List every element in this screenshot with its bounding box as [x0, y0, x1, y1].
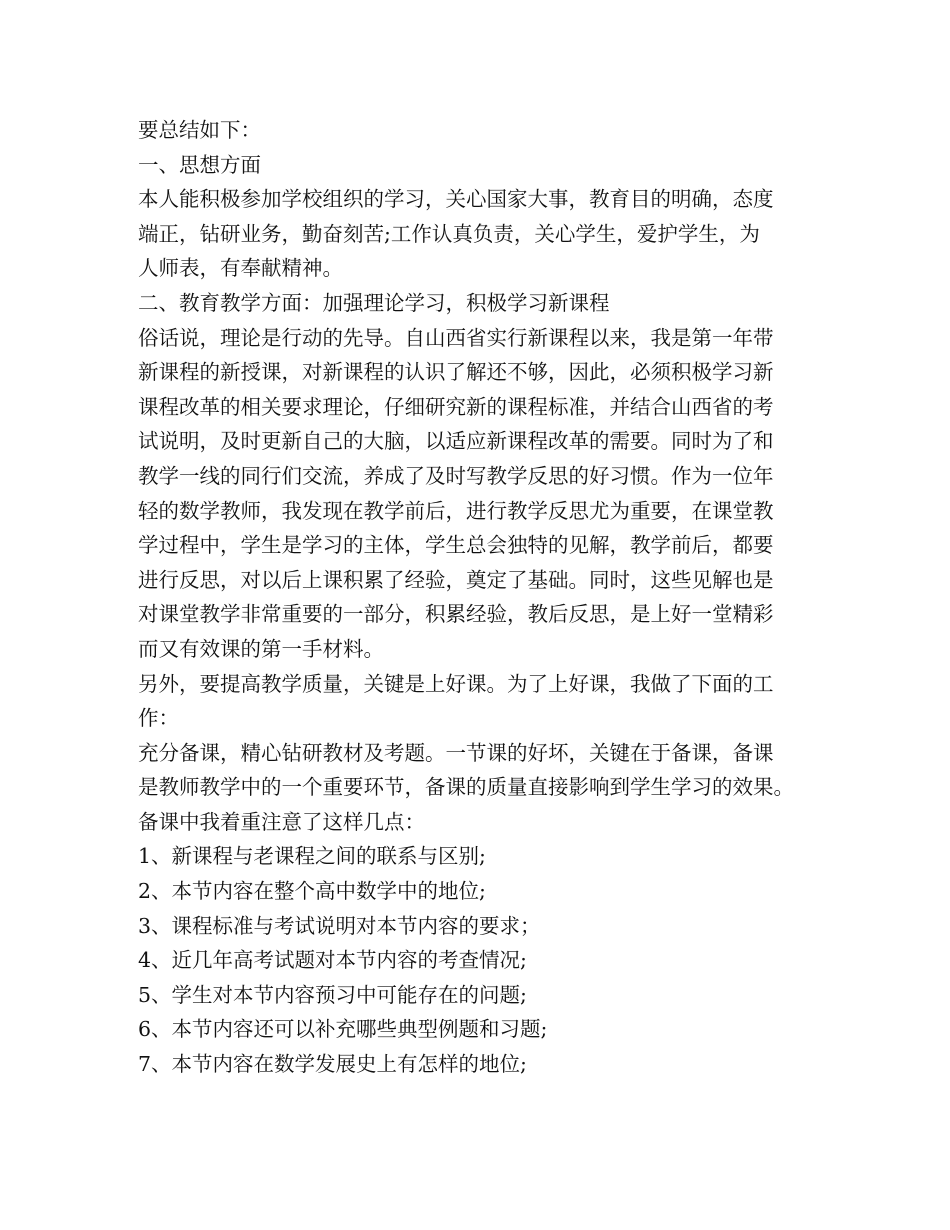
- list-item: [138, 874, 828, 909]
- text-line: 而又有效课的第一手材料。: [138, 636, 384, 661]
- text-line: 7、本节内容在数学发展史上有怎样的地位;: [138, 1052, 527, 1077]
- text-line: 人师表，有奉献精神。: [138, 256, 343, 281]
- text-line: 6、本节内容还可以补充哪些典型例题和习题;: [138, 1017, 548, 1042]
- text-line: 课程改革的相关要求理论，仔细研究新的课程标准，并结合山西省的考: [138, 394, 774, 419]
- text-line: 学过程中，学生是学习的主体，学生总会独特的见解，教学前后，都要: [138, 533, 774, 558]
- text-line: 端正，钻研业务，勤奋刻苦;工作认真负责，关心学生，爱护学生，为: [138, 221, 760, 246]
- text-line: 1、新课程与老课程之间的联系与区别;: [138, 844, 486, 869]
- text-line: 2、本节内容在整个高中数学中的地位;: [138, 879, 486, 904]
- text-line: 另外，要提高教学质量，关键是上好课。为了上好课，我做了下面的工: [138, 671, 774, 696]
- section-heading: [138, 286, 828, 321]
- text-line: 4、近几年高考试题对本节内容的考查情况;: [138, 948, 527, 973]
- text-line: 作：: [138, 706, 179, 731]
- text-line: 对课堂教学非常重要的一部分，积累经验，教后反思，是上好一堂精彩: [138, 602, 774, 627]
- text-line: 5、学生对本节内容预习中可能存在的问题;: [138, 982, 527, 1007]
- paragraph: [138, 182, 828, 286]
- list-item: [138, 1047, 828, 1082]
- paragraph: [138, 736, 828, 840]
- text-line: 进行反思，对以后上课积累了经验，奠定了基础。同时，这些见解也是: [138, 567, 774, 592]
- list-item: [138, 909, 828, 944]
- list-item: [138, 943, 828, 978]
- paragraph: [138, 667, 828, 736]
- text-line: 二、教育教学方面：加强理论学习，积极学习新课程: [138, 290, 610, 315]
- text-line: 本人能积极参加学校组织的学习，关心国家大事，教育目的明确，态度: [138, 187, 774, 212]
- text-line: 试说明，及时更新自己的大脑，以适应新课程改革的需要。同时为了和: [138, 429, 774, 454]
- paragraph: [138, 113, 828, 148]
- list-item: [138, 978, 828, 1013]
- text-line: 充分备课，精心钻研教材及考题。一节课的好坏，关键在于备课，备课: [138, 740, 774, 765]
- list-item: [138, 1012, 828, 1047]
- text-line: 新课程的新授课，对新课程的认识了解还不够，因此，必须积极学习新: [138, 360, 774, 385]
- text-line: 备课中我着重注意了这样几点：: [138, 809, 425, 834]
- list-item: [138, 839, 828, 874]
- text-line: 3、课程标准与考试说明对本节内容的要求；: [138, 913, 541, 938]
- document-body: [138, 113, 828, 1082]
- text-line: 要总结如下：: [138, 118, 261, 142]
- paragraph: [138, 321, 828, 667]
- text-line: 一、思想方面: [138, 152, 261, 177]
- section-heading: [138, 148, 828, 183]
- text-line: 教学一线的同行们交流，养成了及时写教学反思的好习惯。作为一位年: [138, 463, 774, 488]
- text-line: 轻的数学教师，我发现在教学前后，进行教学反思尤为重要，在课堂教: [138, 498, 774, 523]
- text-line: 俗话说，理论是行动的先导。自山西省实行新课程以来，我是第一年带: [138, 325, 774, 350]
- text-line: 是教师教学中的一个重要环节，备课的质量直接影响到学生学习的效果。: [138, 775, 794, 800]
